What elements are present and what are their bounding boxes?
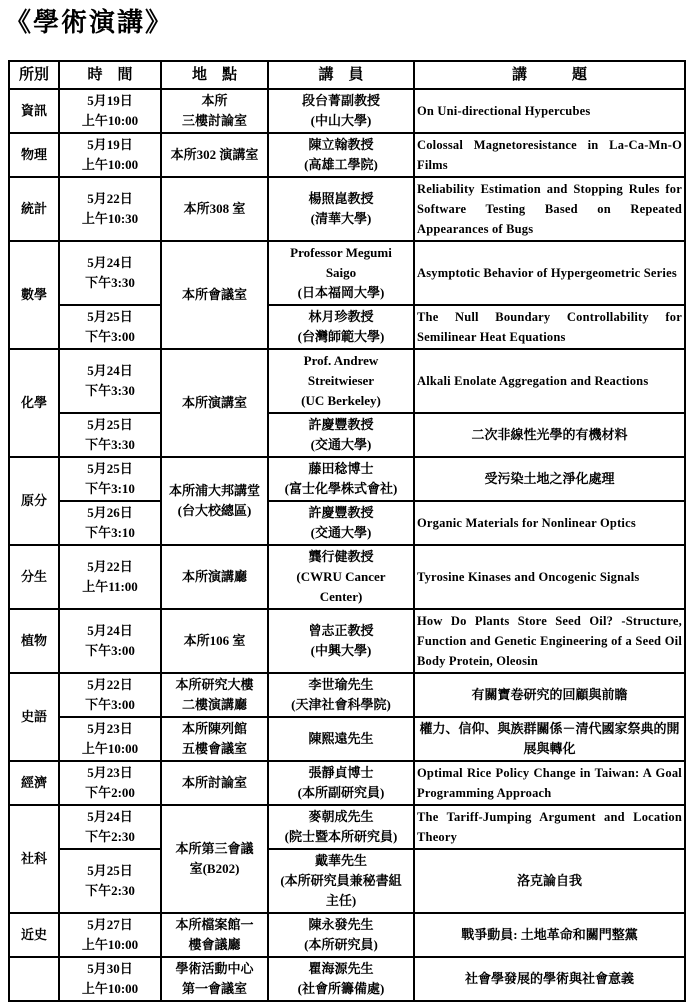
speaker-cell: 陳立翰教授 (高雄工學院)	[268, 133, 414, 177]
topic-cell: 權力、信仰、與族群關係－清代國家祭典的開展與轉化	[414, 717, 685, 761]
table-row	[9, 457, 685, 501]
time-cell: 5月25日 下午3:30	[59, 413, 161, 457]
time-cell: 5月25日 下午3:00	[59, 305, 161, 349]
location-cell: 本所檔案館一 樓會議廳	[161, 913, 268, 957]
dept-cell: 社科	[9, 805, 59, 913]
dept-cell: 經濟	[9, 761, 59, 805]
table-row	[9, 89, 685, 133]
time-cell: 5月24日 下午2:30	[59, 805, 161, 849]
speaker-cell: 藤田稔博士 (富士化學株式會社)	[268, 457, 414, 501]
table-row	[9, 501, 685, 545]
topic-cell: The Tariff-Jumping Argument and Location Theory	[414, 805, 685, 849]
topic-cell: On Uni-directional Hypercubes	[414, 89, 685, 133]
topic-cell: 戰爭動員: 土地革命和關門整黨	[414, 913, 685, 957]
column-header-2: 地 點	[161, 61, 268, 89]
time-cell: 5月19日 上午10:00	[59, 133, 161, 177]
speaker-cell: 李世瑜先生 (天津社會科學院)	[268, 673, 414, 717]
dept-cell: 資訊	[9, 89, 59, 133]
topic-cell: How Do Plants Store Seed Oil? -Structure, Function and Genetic Engineering of a Seed Oil Body Protein, Oleosin	[414, 609, 685, 673]
dept-cell	[9, 957, 59, 1001]
time-cell: 5月25日 下午2:30	[59, 849, 161, 913]
table-row	[9, 133, 685, 177]
location-cell: 本所討論室	[161, 761, 268, 805]
header-row	[9, 61, 685, 89]
table-row	[9, 545, 685, 609]
time-cell: 5月23日 下午2:00	[59, 761, 161, 805]
topic-cell: Tyrosine Kinases and Oncogenic Signals	[414, 545, 685, 609]
column-header-3: 講 員	[268, 61, 414, 89]
location-cell: 本所研究大樓 二樓演講廳	[161, 673, 268, 717]
dept-cell: 化學	[9, 349, 59, 457]
location-cell: 本所302 演講室	[161, 133, 268, 177]
table-row	[9, 609, 685, 673]
dept-cell: 植物	[9, 609, 59, 673]
table-row	[9, 849, 685, 913]
topic-cell: Asymptotic Behavior of Hypergeometric Series	[414, 241, 685, 305]
time-cell: 5月22日 上午11:00	[59, 545, 161, 609]
table-row	[9, 673, 685, 717]
dept-cell: 原分	[9, 457, 59, 545]
column-header-0: 所別	[9, 61, 59, 89]
table-row	[9, 957, 685, 1001]
column-header-1: 時 間	[59, 61, 161, 89]
speaker-cell: 陳永發先生 (本所研究員)	[268, 913, 414, 957]
dept-cell: 物理	[9, 133, 59, 177]
location-cell: 本所106 室	[161, 609, 268, 673]
topic-cell: Optimal Rice Policy Change in Taiwan: A Goal Programming Approach	[414, 761, 685, 805]
speaker-cell: 許慶豐教授 (交通大學)	[268, 413, 414, 457]
table-row	[9, 349, 685, 413]
topic-cell: 有關寶卷研究的回顧與前瞻	[414, 673, 685, 717]
topic-cell: Alkali Enolate Aggregation and Reactions	[414, 349, 685, 413]
topic-cell: Organic Materials for Nonlinear Optics	[414, 501, 685, 545]
time-cell: 5月24日 下午3:30	[59, 349, 161, 413]
speaker-cell: 麥朝成先生 (院士暨本所研究員)	[268, 805, 414, 849]
topic-cell: 社會學發展的學術與社會意義	[414, 957, 685, 1001]
dept-cell: 近史	[9, 913, 59, 957]
speaker-cell: Prof. Andrew Streitwieser (UC Berkeley)	[268, 349, 414, 413]
location-cell: 本所演講室	[161, 349, 268, 457]
location-cell: 本所第三會議 室(B202)	[161, 805, 268, 913]
lecture-table-header	[9, 61, 685, 89]
page-title: 《學術演講》	[5, 8, 174, 37]
lecture-table	[8, 60, 686, 1002]
speaker-cell: 張靜貞博士 (本所副研究員)	[268, 761, 414, 805]
location-cell: 本所會議室	[161, 241, 268, 349]
table-row	[9, 913, 685, 957]
time-cell: 5月24日 下午3:30	[59, 241, 161, 305]
location-cell: 本所308 室	[161, 177, 268, 241]
table-row	[9, 805, 685, 849]
topic-cell: Reliability Estimation and Stopping Rules for Software Testing Based on Repeated Appearances of Bugs	[414, 177, 685, 241]
speaker-cell: 戴華先生 (本所研究員兼秘書組 主任)	[268, 849, 414, 913]
time-cell: 5月22日 下午3:00	[59, 673, 161, 717]
speaker-cell: 林月珍教授 (台灣師範大學)	[268, 305, 414, 349]
table-row	[9, 761, 685, 805]
time-cell: 5月26日 下午3:10	[59, 501, 161, 545]
time-cell: 5月30日 上午10:00	[59, 957, 161, 1001]
topic-cell: 二次非線性光學的有機材料	[414, 413, 685, 457]
lecture-table-body	[9, 89, 685, 1001]
topic-cell: 受污染土地之淨化處理	[414, 457, 685, 501]
time-cell: 5月23日 上午10:00	[59, 717, 161, 761]
topic-cell: The Null Boundary Controllability for Semilinear Heat Equations	[414, 305, 685, 349]
speaker-cell: 楊照崑教授 (清華大學)	[268, 177, 414, 241]
speaker-cell: Professor Megumi Saigo (日本福岡大學)	[268, 241, 414, 305]
location-cell: 本所演講廳	[161, 545, 268, 609]
location-cell: 本所陳列館 五樓會議室	[161, 717, 268, 761]
table-row	[9, 413, 685, 457]
column-header-4: 講 題	[414, 61, 685, 89]
speaker-cell: 許慶豐教授 (交通大學)	[268, 501, 414, 545]
dept-cell: 分生	[9, 545, 59, 609]
speaker-cell: 陳熙遠先生	[268, 717, 414, 761]
time-cell: 5月27日 上午10:00	[59, 913, 161, 957]
table-row	[9, 717, 685, 761]
location-cell: 本所 三樓討論室	[161, 89, 268, 133]
speaker-cell: 龔行健教授 (CWRU Cancer Center)	[268, 545, 414, 609]
location-cell: 本所浦大邦講堂 (台大校總區)	[161, 457, 268, 545]
time-cell: 5月19日 上午10:00	[59, 89, 161, 133]
speaker-cell: 段台菁副教授 (中山大學)	[268, 89, 414, 133]
time-cell: 5月25日 下午3:10	[59, 457, 161, 501]
table-row	[9, 177, 685, 241]
dept-cell: 統計	[9, 177, 59, 241]
table-row	[9, 241, 685, 305]
speaker-cell: 曾志正教授 (中興大學)	[268, 609, 414, 673]
time-cell: 5月22日 上午10:30	[59, 177, 161, 241]
time-cell: 5月24日 下午3:00	[59, 609, 161, 673]
location-cell: 學術活動中心 第一會議室	[161, 957, 268, 1001]
dept-cell: 史語	[9, 673, 59, 761]
speaker-cell: 瞿海源先生 (社會所籌備處)	[268, 957, 414, 1001]
topic-cell: 洛克論自我	[414, 849, 685, 913]
table-row	[9, 305, 685, 349]
topic-cell: Colossal Magnetoresistance in La-Ca-Mn-O Films	[414, 133, 685, 177]
dept-cell: 數學	[9, 241, 59, 349]
